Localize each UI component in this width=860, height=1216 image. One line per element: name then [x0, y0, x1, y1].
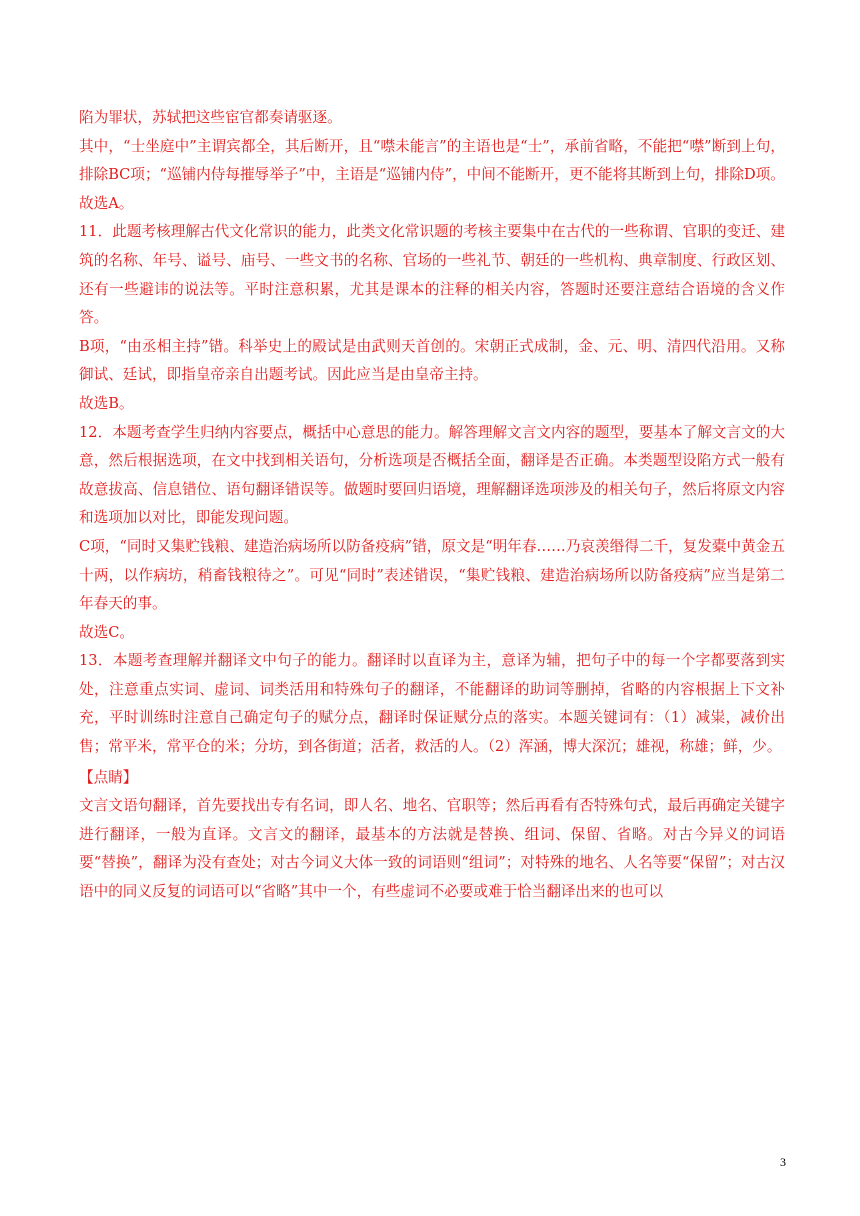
paragraph: 12．本题考查学生归纳内容要点，概括中心意思的能力。解答理解文言文内容的题型，要基本了解文言文的大意，然后根据选项，在文中找到相关语句，分析选项是否概括全面，翻译是否正确。本类题型设陷方式一般有故意拔高、信息错位、语句翻译错误等。做题时要回归语境，理解翻译选项涉及的相关句子，然后将原文内容和选项加以对比，即能发现问题。 — [79, 423, 785, 527]
paragraph: 故选C。 — [79, 623, 134, 641]
paragraph: 13．本题考查理解并翻译文中句子的能力。翻译时以直译为主，意译为辅，把句子中的每一个字都要落到实处，注意重点实词、虚词、词类活用和特殊句子的翻译，不能翻译的助词等删掉，省略的内容根据上下文补充，平时训练时注意自己确定句子的赋分点，翻译时保证赋分点的落实。本题关键词有：（1）减粜，减价出售；常平米，常平仓的米；分坊，到各街道；活者，救活的人。（2）浑涵，博大深沉；雄视，称雄；鲜，少。 — [79, 652, 785, 756]
paragraph: 11．此题考核理解古代文化常识的能力，此类文化常识题的考核主要集中在古代的一些称谓、官职的变迁、建筑的名称、年号、谥号、庙号、一些文书的名称、官场的一些礼节、朝廷的一些机构、典章制度、行政区划、还有一些避讳的说法等。平时注意积累，尤其是课本的注释的相关内容，答题时还要注意结合语境的含义作答。 — [79, 223, 785, 327]
section-heading: 【点睛】 — [79, 768, 138, 786]
paragraph: B项，“由丞相主持”错。科举史上的殿试是由武则天首创的。宋朝正式成制，金、元、明、清四代沿用。又称御试、廷试，即指皇帝亲自出题考试。因此应当是由皇帝主持。 — [79, 337, 785, 384]
paragraph: 故选B。 — [79, 394, 134, 412]
paragraph: 故选A。 — [79, 194, 134, 212]
paragraph: 陷为罪状，苏轼把这些宦官都奏请驱逐。 — [79, 109, 342, 126]
document-body — [79, 104, 785, 907]
paragraph: 其中，“士坐庭中”主谓宾都全，其后断开，且“噤未能言”的主语也是“士”，承前省略，不能把“噤”断到上句，排除BC项；“巡铺内侍每摧辱举子”中，主语是“巡铺内侍”，中间不能断开，更不能将其断到上句，排除D项。 — [79, 137, 785, 184]
paragraph: C项，“同时又集贮钱粮、建造治病场所以防备疫病”错，原文是“明年春……乃哀羡缗得二千，复发橐中黄金五十两，以作病坊，稍畜钱粮待之”。可见“同时”表述错误，“集贮钱粮、建造治病场所以防备疫病”应当是第二年春天的事。 — [79, 537, 785, 613]
page-number: 3 — [780, 1155, 786, 1169]
paragraph: 文言文语句翻译，首先要找出专有名词，即人名、地名、官职等；然后再看有否特殊句式，最后再确定关键字进行翻译，一般为直译。文言文的翻译，最基本的方法就是替换、组词、保留、省略。对古今异义的词语要“替换”，翻译为没有查处；对古今词义大体一致的词语则“组词”；对特殊的地名、人名等要“保留”；对古汉语中的同义反复的词语可以“省略”其中一个，有些虚词不必要或难于恰当翻译出来的也可以 — [79, 797, 785, 901]
